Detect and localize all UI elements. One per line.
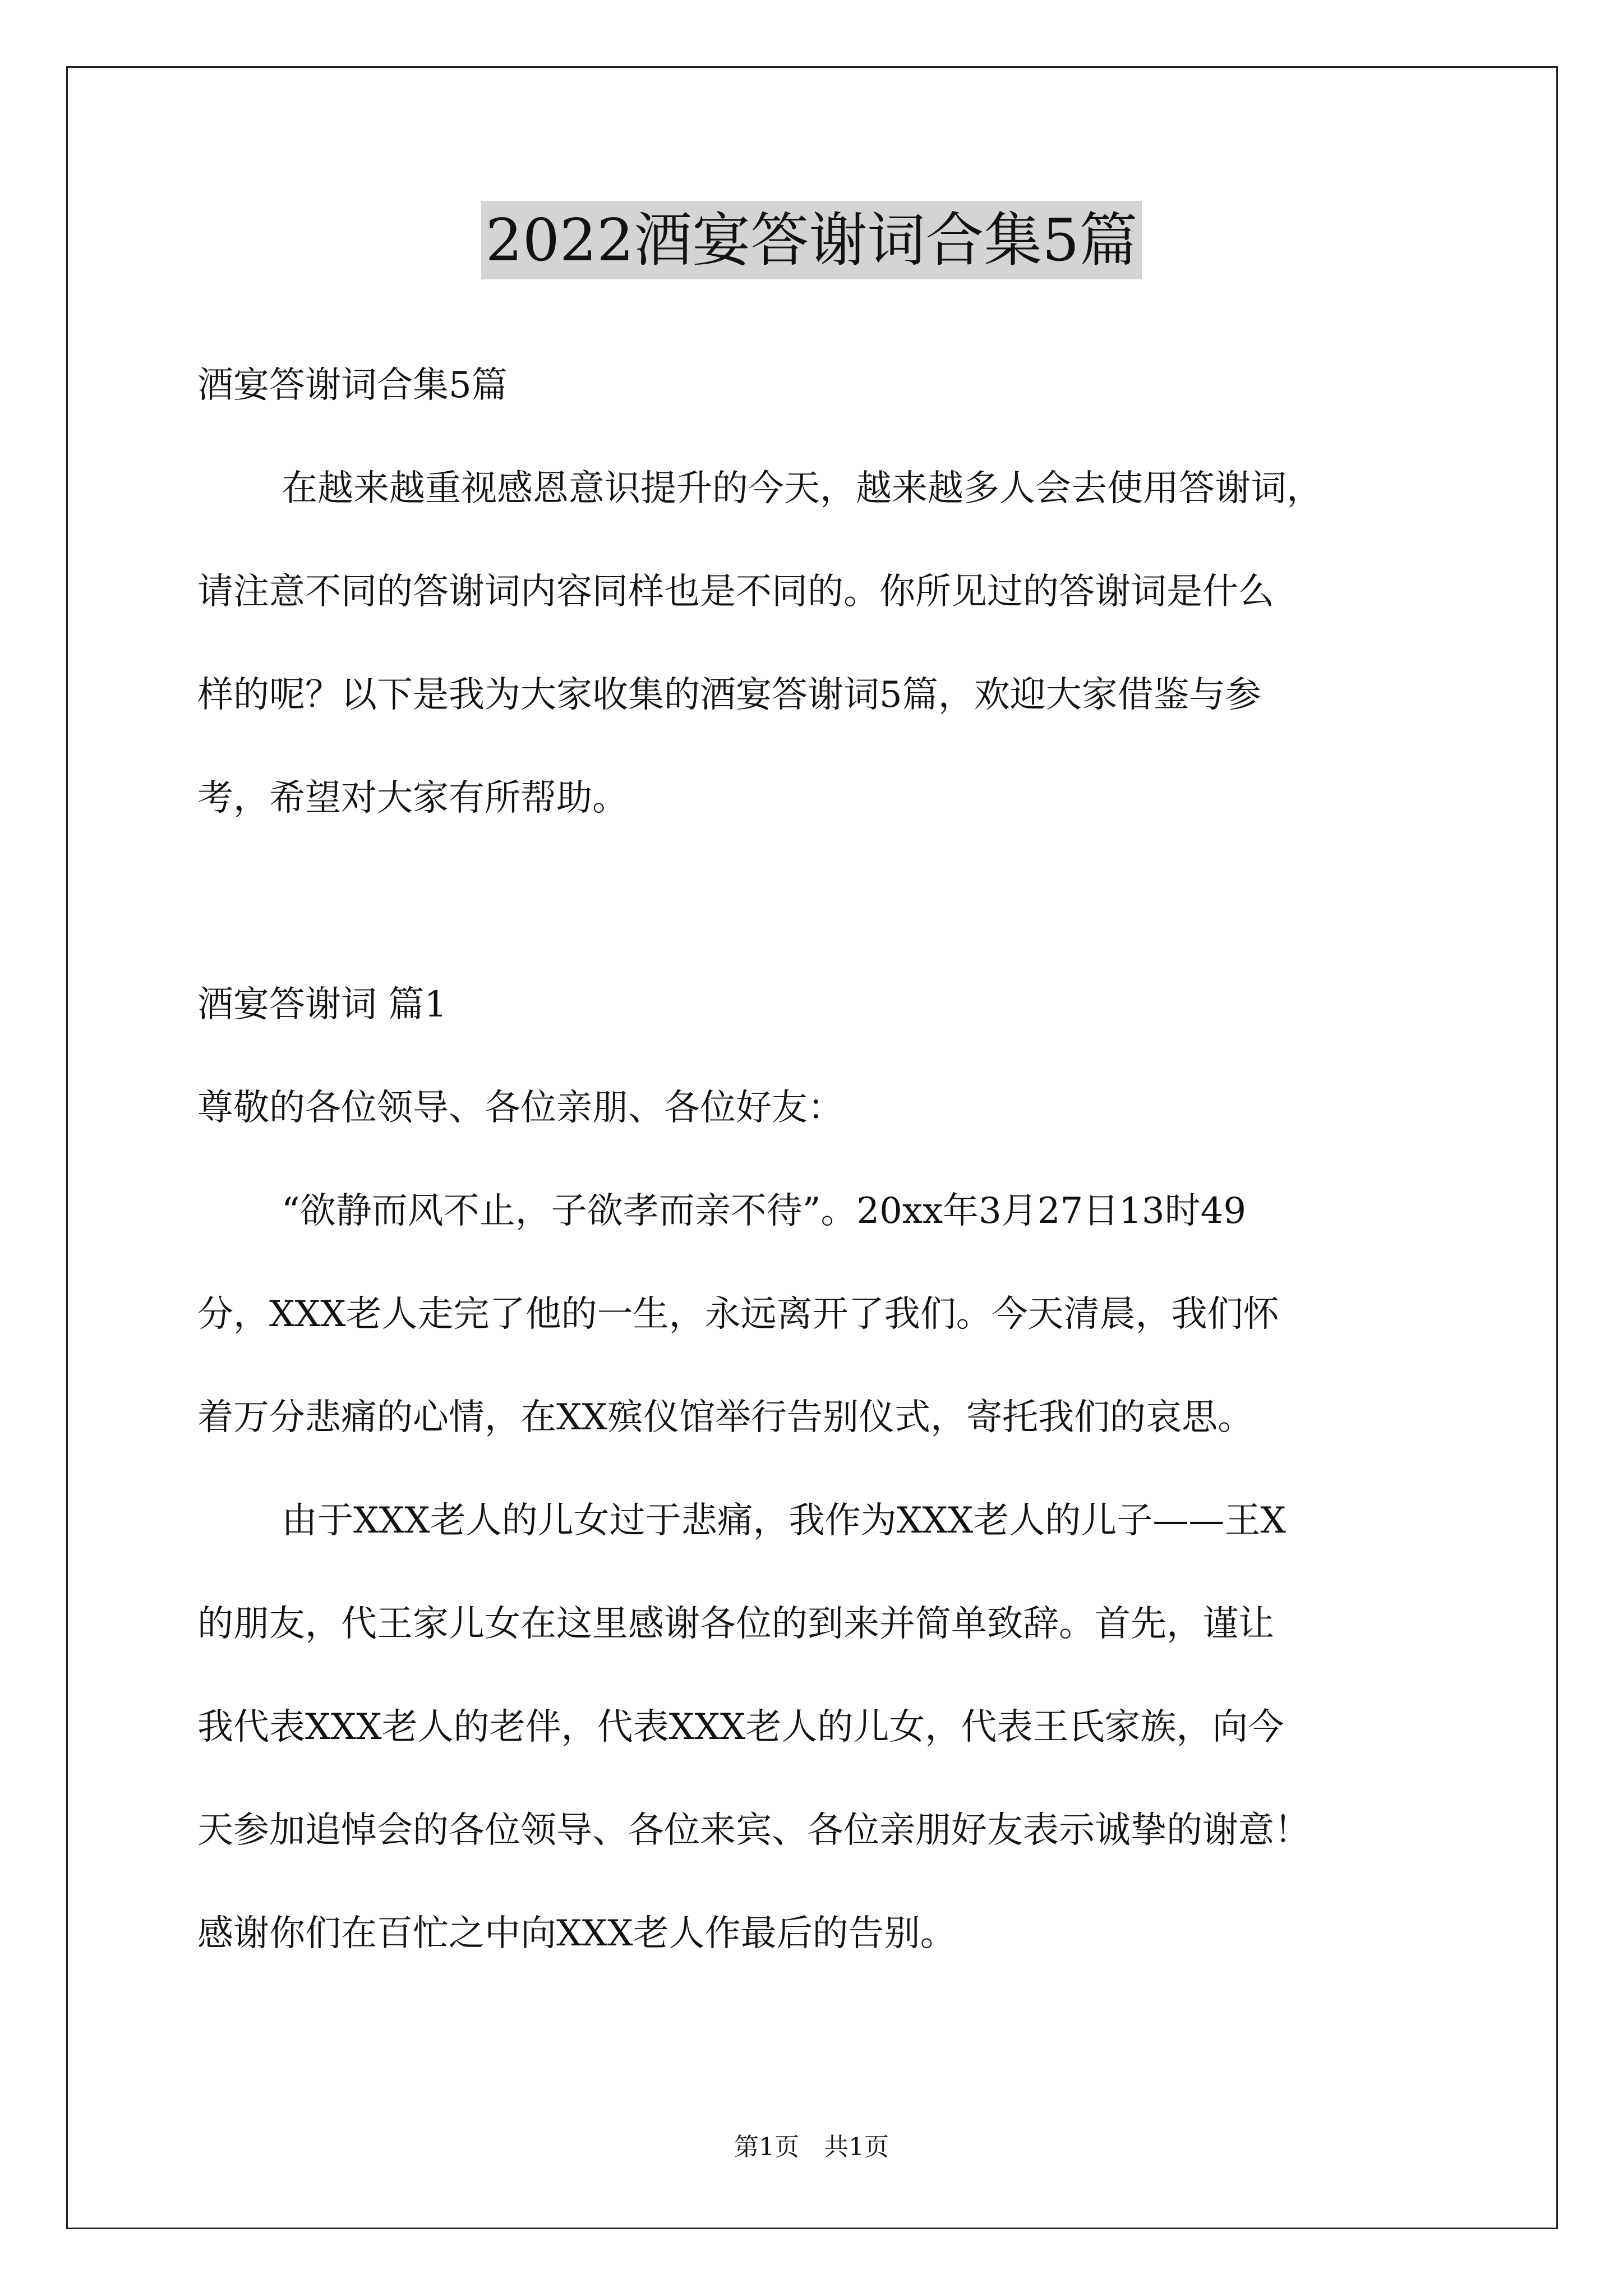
page-footer: 第1页 共1页 [734,2133,889,2161]
document-body [197,334,1431,1985]
blank-line [197,850,1431,953]
paragraph1-line: “欲静而风不止，子欲孝而亲不待”。20xx年3月27日13时49 [282,1190,1247,1232]
intro-line: 在越来越重视感恩意识提升的今天，越来越多人会去使用答谢词， [282,468,1322,509]
paragraph2-line: 感谢你们在百忙之中向XXX老人作最后的告别。 [197,1913,956,1954]
intro-line: 考，希望对大家有所帮助。 [197,777,628,819]
document-title: 2022酒宴答谢词合集5篇 [481,201,1142,279]
paragraph1-line: 着万分悲痛的心情，在XX殡仪馆举行告别仪式，寄托我们的哀思。 [197,1397,1254,1438]
paragraph2-line: 由于XXX老人的儿女过于悲痛，我作为XXX老人的儿子——王X [282,1500,1286,1542]
paragraph2-line: 我代表XXX老人的老伴，代表XXX老人的儿女，代表王氏家族，向今 [197,1706,1284,1748]
section-heading: 酒宴答谢词 篇1 [197,984,448,1025]
paragraph2-line: 天参加追悼会的各位领导、各位来宾、各位亲朋好友表示诚挚的谢意！ [197,1810,1310,1851]
intro-line: 请注意不同的答谢词内容同样也是不同的。你所见过的答谢词是什么 [197,571,1274,613]
title-container [0,201,1623,279]
salutation: 尊敬的各位领导、各位亲朋、各位好友： [197,1087,843,1129]
paragraph1-line: 分，XXX老人走完了他的一生，永远离开了我们。今天清晨，我们怀 [197,1294,1279,1335]
intro-line: 样的呢？以下是我为大家收集的酒宴答谢词5篇，欢迎大家借鉴与参 [197,674,1261,716]
paragraph2-line: 的朋友，代王家儿女在这里感谢各位的到来并简单致辞。首先，谨让 [197,1603,1274,1645]
document-subtitle: 酒宴答谢词合集5篇 [197,365,508,406]
